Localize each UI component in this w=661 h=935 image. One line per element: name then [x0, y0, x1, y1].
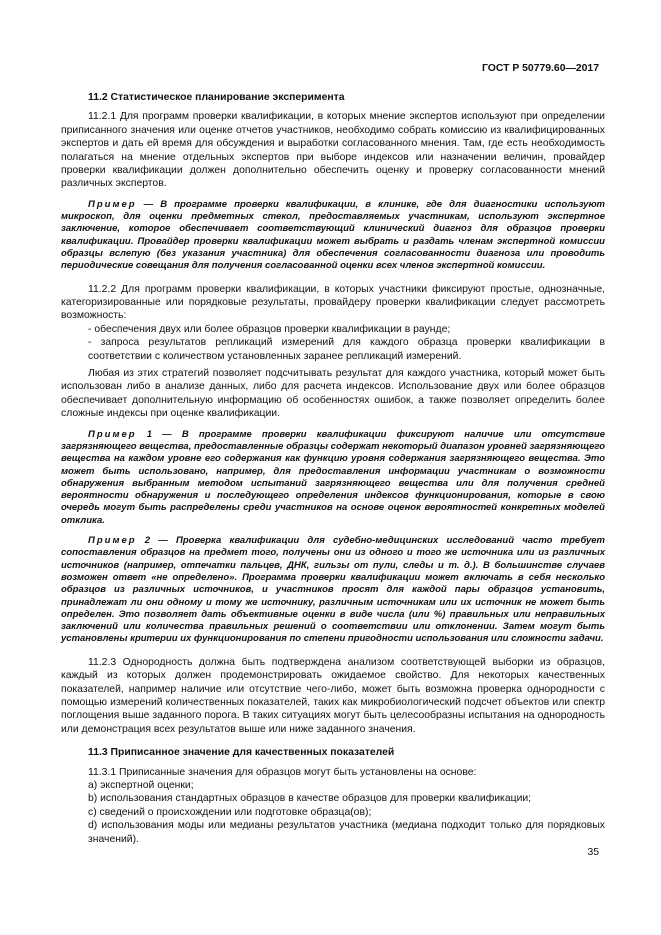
list-item: d) использования моды или медианы результатов участника (медиана подходит только для порядковых значений).: [88, 820, 605, 845]
list-item: a) экспертной оценки;: [88, 779, 194, 791]
example-label: Пример: [88, 198, 137, 210]
paragraph-11-2-1: 11.2.1 Для программ проверки квалификации, в которых мнение экспертов используют при определении приписанного значения или оценке отчетов участников, необходимо собрать комиссию из квалифицированных экспертов и дать ей время для обсуждения и выработки согласованного мнения. Там, где есть необходимость полагаться на мнение отдельных экспертов при выборе индексов или назначении величин, провайдер проверки квалификации должен дополнительно обеспечить оценку и проверку согласованности мнений различных экспертов.: [61, 111, 605, 190]
section-heading-11-3: 11.3 Приписанное значение для качественных показателей: [88, 747, 395, 759]
list-item: - обеспечения двух или более образцов проверки квалификации в раунде;: [88, 323, 451, 335]
example-2-label: Пример: [88, 535, 137, 547]
list-item: b) использования стандартных образцов в качестве образцов для проверки квалификации;: [88, 793, 532, 805]
standard-header: ГОСТ Р 50779.60—2017: [482, 63, 599, 74]
example-note: [61, 199, 605, 273]
example-1-note: [61, 429, 605, 527]
example-2-note: [61, 535, 605, 646]
example-text: — В программе проверки квалификации, в клинике, где для диагностики используют микроскоп, для оценки предметных стекол, предоставляемых участникам, используют экспертное заключение, которое обеспечивает соответствующий клинический диагноз для образцов проверки квалификации. Провайдер проверки квалификации может выбрать и раздать членам экспертной комиссии образцы вслепую (без указания участника) для обеспечения согласованности диагноза или проводить периодические совещания для получения согласованной оценки всех членов экспертной комиссии.: [61, 198, 605, 272]
paragraph-11-2-2: 11.2.2 Для программ проверки квалификации, в которых участники фиксируют простые, однозначные, категоризированные или порядковые результаты, провайдеру проверки квалификации следует рассмотреть возможность:: [61, 283, 605, 322]
list-item: - запроса результатов репликаций измерений для каждого образца проверки квалификации в соответствии с количеством установленных заранее репликаций измерений.: [88, 337, 605, 362]
example-1-text: 1 — В программе проверки квалификации фиксируют наличие или отсутствие загрязняющего вещества, предоставленные образцы содержат некоторый диапазон уровней загрязняющего вещества на каждом уровне его содержания как функцию уровня содержания загрязняющего вещества. Это может быть использовано, например, для предоставления информации участникам о возможности обнаружения выбранным методом испытаний загрязняющего вещества или для получения средней вероятности обнаружения и последующего определения индексов функционирования, которые в свою очередь могут быть распределены среди участников на основе оценок вероятностей конкретных моделей отклика.: [61, 428, 605, 526]
page-content: [61, 91, 605, 846]
example-1-label: Пример: [88, 428, 137, 440]
paragraph-11-2-3: 11.2.3 Однородность должна быть подтверждена анализом соответствующей выборки из образцов, каждый из которых должен продемонстрировать ожидаемое свойство. Для некоторых качественных показателей, например наличие или отсутствие чего-либо, может быть возможна проверка однородности с помощью измерений количественных показателей, таких как микробиологический подсчет объектов или спектр поглощения выше заданного порога. В таких ситуациях могут быть целесообразны испытания на однородность или демонстрация всех результатов выше или ниже заданного значения.: [61, 656, 605, 735]
paragraph-11-3-1: 11.3.1 Приписанные значения для образцов могут быть установлены на основе:: [88, 766, 477, 778]
section-heading-11-2: 11.2 Статистическое планирование эксперимента: [88, 92, 345, 103]
list-item: c) сведений о происхождении или подготовке образца(ов);: [88, 806, 372, 818]
page-number: 35: [587, 847, 599, 858]
example-2-text: 2 — Проверка квалификации для судебно-медицинских исследований часто требует сопоставления образцов на предмет того, получены они из одного и того же источника или из различных источников (например, отпечатки пальцев, ДНК, гильзы от пули, следы и т. д.). В большинстве случаев возможен ответ «не определено». Программа проверки квалификации может включать в себя несколько образцов из различных источников, и участников просят для каждой пары образцов установить, принадлежат ли они одному и тому же источнику, различным источникам или их источник не может быть определен. Это позволяет дать объективные оценки в виде числа (или %) правильных или неправильных заключений или количества правильных решений о соответствии или отклонении. Затем могут быть установлены критерии их функционирования по степени пригодности использования или сложности задачи.: [61, 535, 605, 645]
paragraph-strategies: Любая из этих стратегий позволяет подсчитывать результат для каждого участника, который может быть использован либо в анализе данных, либо для расчета индексов. Использование двух или более образцов обеспечивает дополнительную информацию об особенностях ошибок, а также позволяет определить более сложные индексы при оценке квалификации.: [61, 368, 605, 420]
